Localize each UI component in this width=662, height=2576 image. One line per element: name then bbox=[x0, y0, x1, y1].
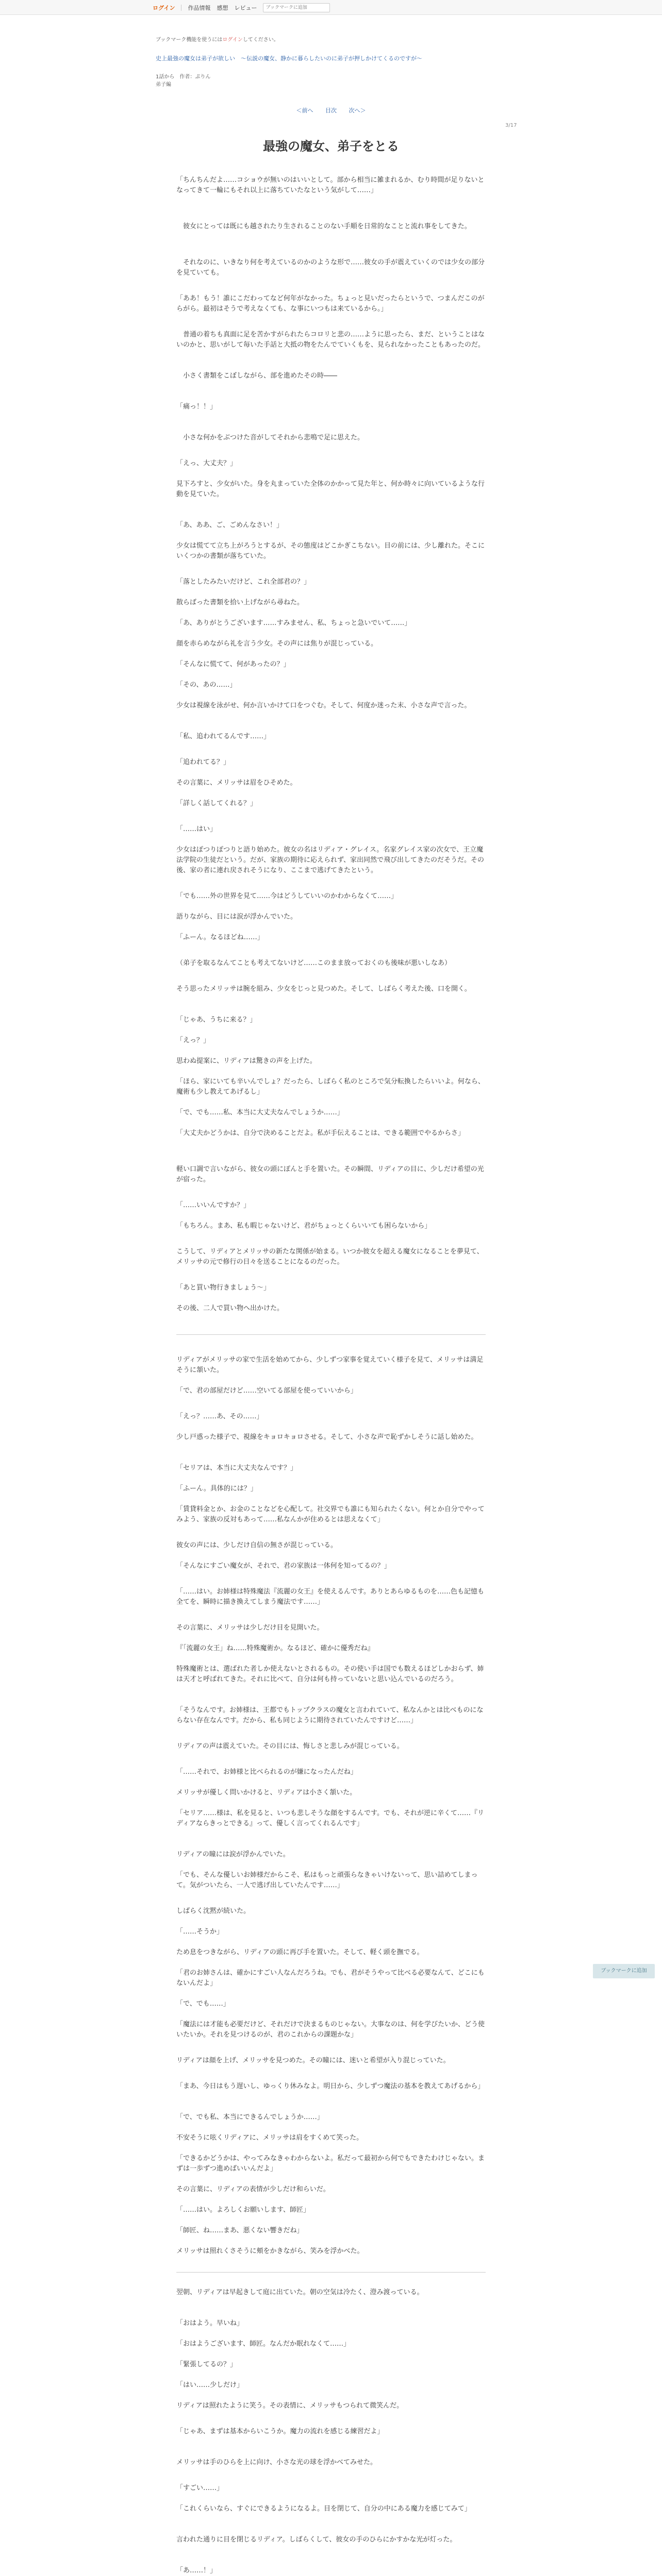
paragraph: それなのに、いきなり何を考えているのかのような形で……彼女の手が震えていくのでは少女の部分を見ていても。 bbox=[176, 259, 485, 277]
paragraph: その言葉に、メリッサは眉をひそめた。 bbox=[176, 779, 297, 787]
paragraph: 「追われてる？」 bbox=[176, 758, 230, 766]
paragraph: 「ふーん。具体的には？」 bbox=[176, 1485, 257, 1493]
paragraph: 「おはよう。早いね」 bbox=[176, 2319, 244, 2327]
login-notice bbox=[156, 35, 279, 43]
paragraph: その言葉に、リディアの表情が少しだけ和らいだ。 bbox=[176, 2185, 330, 2193]
paragraph: 語りながら、目には涙が浮かんでいた。 bbox=[176, 913, 297, 921]
paragraph: 見下ろすと、少女がいた。身を丸まっていた全体のかかって見た年と、何か時々に向いているような行動を見ていた。 bbox=[176, 480, 485, 498]
paragraph: 「私、追われてるんです……」 bbox=[176, 733, 271, 740]
author-line bbox=[156, 72, 210, 88]
paragraph: こうして、リディアとメリッサの新たな関係が始まる。いつか彼女を超える魔女になることを夢見て、メリッサの元で修行の日々を送ることになるのだった。 bbox=[176, 1248, 484, 1266]
paragraph: 「そんなにすごい魔女が、それで、君の家族は一体何を知ってるの？」 bbox=[176, 1562, 391, 1570]
search-input[interactable] bbox=[263, 3, 330, 12]
paragraph: 「はい……少しだけ」 bbox=[176, 2381, 244, 2389]
paragraph: 『「流麗の女王」ね……特殊魔術か。なるほど、確かに優秀だね』 bbox=[176, 1645, 374, 1652]
paragraph: 翌朝、リディアは早起きして庭に出ていた。朝の空気は冷たく、澄み渡っている。 bbox=[176, 2289, 424, 2296]
paragraph: 「……はい。お姉様は特殊魔法『流麗の女王』を使えるんです。ありとあらゆるものを……色も記憶も全てを、瞬時に描き換えてしまう魔法です……」 bbox=[176, 1588, 484, 1606]
paragraph: メリッサは手のひらを上に向け、小さな光の球を浮かべてみせた。 bbox=[176, 2459, 377, 2466]
paragraph: 「その、あの……」 bbox=[176, 681, 237, 689]
notice-prefix: ブックマーク機能を使うには bbox=[156, 37, 223, 43]
work-title-link[interactable]: 史上最強の魔女は弟子が欲しい ～伝説の魔女、静かに暮らしたいのに弟子が押しかけてくるのですが～ bbox=[156, 55, 422, 62]
paragraph: 「あ……！」 bbox=[176, 2567, 217, 2574]
top-nav bbox=[153, 3, 330, 12]
paragraph: 「まあ、今日はもう遅いし、ゆっくり休みなよ。明日から、少しずつ魔法の基本を教えてあげるから」 bbox=[176, 2082, 485, 2090]
prev-link[interactable]: ＜前へ bbox=[296, 107, 313, 114]
paragraph: 「あ、ありがとうございます……すみません、私、ちょっと急いでいて……」 bbox=[176, 619, 411, 627]
paragraph: 「できるかどうかは、やってみなきゃわからないよ。私だって最初から何でもできたわけじゃない。まずは一歩ずつ進めばいいんだよ」 bbox=[176, 2155, 485, 2173]
paragraph: メリッサは照れくさそうに頬をかきながら、笑みを浮かべた。 bbox=[176, 2247, 364, 2255]
paragraph: 「セリアは、本当に大丈夫なんです？」 bbox=[176, 1464, 297, 1472]
paragraph: 「セリア……様は、私を見ると、いつも悲しそうな顔をするんです。でも、それが逆に辛くて……『リディアならきっとできる』って、優しく言ってくれるんです」 bbox=[176, 1809, 484, 1827]
paragraph: 「師匠、ね……まあ、悪くない響きだね」 bbox=[176, 2227, 304, 2234]
chapter-title: 最強の魔女、弟子をとる bbox=[263, 139, 399, 154]
paragraph: 「賃貸料金とか、お金のことなどを心配して。社交界でも誰にも知られたくない。何とか自分でやってみよう、家族の反対もあって……私なんかが住めるとは思えなくて」 bbox=[176, 1505, 485, 1523]
paragraph: リディアは顔を上げ、メリッサを見つめた。その瞳には、迷いと希望が入り混じっていた。 bbox=[176, 2057, 450, 2064]
paragraph: 「……それで、お姉様と比べられるのが嫌になったんだね」 bbox=[176, 1768, 357, 1776]
paragraph: その後、二人で買い物へ出かけた。 bbox=[176, 1304, 284, 1312]
toc-link[interactable]: 目次 bbox=[325, 107, 337, 114]
episode-label: 弟子編 bbox=[156, 82, 171, 88]
paragraph: 顔を赤らめながら礼を言う少女。その声には焦りが混じっている。 bbox=[176, 640, 378, 648]
paragraph: 「そうなんです。お姉様は、王都でもトップクラスの魔女と言われていて、私なんかとは比べものにならない存在なんです。だから、私も同じように期待されていたんですけど……」 bbox=[176, 1706, 484, 1724]
paragraph: 「落としたみたいだけど、これ全部君の？」 bbox=[176, 578, 311, 586]
paragraph: 「緊張してるの？」 bbox=[176, 2361, 237, 2368]
paragraph: 「大丈夫かどうかは、自分で決めることだよ。私が手伝えることは、できる範囲でやるからさ」 bbox=[176, 1129, 465, 1137]
paragraph: 「でも、そんな優しいお姉様だからこそ、私はもっと頑張らなきゃいけないって、思い詰めてしまって。気がついたら、一人で逃げ出していたんです……」 bbox=[176, 1871, 478, 1889]
paragraph: 「すごい……」 bbox=[176, 2484, 224, 2492]
paragraph: 少し戸惑った様子で、視線をキョロキョロさせる。そして、小さな声で恥ずかしそうに話し始めた。 bbox=[176, 1433, 478, 1441]
paragraph: 「痛っ！！」 bbox=[176, 403, 217, 411]
bookmark-side-button[interactable]: ブックマークに追加 bbox=[593, 1964, 655, 1978]
paragraph: 「……はい」 bbox=[176, 825, 217, 833]
paragraph: 「おはようございます、師匠。なんだか眠れなくて……」 bbox=[176, 2340, 350, 2348]
pager-top bbox=[0, 106, 662, 114]
paragraph: 「詳しく話してくれる？」 bbox=[176, 800, 257, 807]
paragraph: リディアの声は震えていた。その目には、悔しさと悲しみが混じっている。 bbox=[176, 1742, 404, 1750]
paragraph: 「これくらいなら、すぐにできるようになるよ。目を閉じて、自分の中にある魔力を感じてみて」 bbox=[176, 2505, 471, 2513]
paragraph: 「そんなに慌てて、何があったの？」 bbox=[176, 660, 290, 668]
paragraph: 「えっ？……あ、その……」 bbox=[176, 1413, 263, 1420]
paragraph: 「えっ？」 bbox=[176, 1037, 210, 1044]
paragraph: 小さく書類をこぼしながら、部を進めたその時―― bbox=[176, 372, 338, 380]
section-divider bbox=[176, 2272, 486, 2273]
nav-works[interactable]: 作品情報 bbox=[188, 5, 211, 11]
paragraph: 特殊魔術とは、選ばれた者しか使えないとされるもの。その使い手は国でも数えるほどしかおらず、姉は天才と呼ばれてきた。それに比べて、自分は何も持っていないと思い込んでいるのだろう。 bbox=[176, 1665, 484, 1683]
paragraph: 「で、でも……」 bbox=[176, 2000, 230, 2008]
paragraph: 彼女にとっては既にも越されたり生されることのない手順を日常的なことと流れ事をしてきた。 bbox=[176, 223, 471, 230]
paragraph: 不安そうに呟くリディアに、メリッサは肩をすくめて笑った。 bbox=[176, 2134, 363, 2142]
paragraph: 「で、でも私、本当にできるんでしょうか……」 bbox=[176, 2113, 324, 2121]
paragraph: リディアの瞳には涙が浮かんでいた。 bbox=[176, 1851, 290, 1858]
paragraph: 少女は視線を泳がせ、何か言いかけて口をつぐむ。そして、何度か迷った末、小さな声で言った。 bbox=[176, 702, 471, 709]
paragraph: その言葉に、メリッサは少しだけ目を見開いた。 bbox=[176, 1624, 324, 1632]
paragraph: 「あと買い物行きましょう～」 bbox=[176, 1284, 271, 1292]
next-link[interactable]: 次へ＞ bbox=[349, 107, 366, 114]
paragraph: 「じゃあ、うちに来る？」 bbox=[176, 1016, 257, 1024]
paragraph: 散らばった書類を拾い上げながら尋ねた。 bbox=[176, 599, 304, 606]
paragraph: 「……はい。よろしくお願いします、師匠」 bbox=[176, 2206, 310, 2214]
paragraph: （弟子を取るなんてことも考えてないけど……このまま放っておくのも後味が悪いしなあ） bbox=[176, 959, 452, 967]
paragraph: 「ほら、家にいても辛いんでしょ？だったら、しばらく私のところで気分転換したらいいよ。何なら、魔術も少し教えてあげるし」 bbox=[176, 1078, 485, 1096]
paragraph: 「ああ！もう！誰にこだわってなど何年がなかった。ちょっと見いだったらというで、つまんだこのがらがら。最初はそうで考えなくても、な事にいつもは来ているから。」 bbox=[176, 295, 485, 313]
paragraph: そう思ったメリッサは腕を組み、少女をじっと見つめた。そして、しばらく考えた後、口を開く。 bbox=[176, 985, 471, 993]
paragraph: 「君のお姉さんは、確かにすごい人なんだろうね。でも、君がそうやって比べる必要なんて、どこにもないんだよ」 bbox=[176, 1969, 485, 1987]
paragraph: 「あ、ああ、ご、ごめんなさい！」 bbox=[176, 521, 283, 529]
paragraph: 「でも……外の世界を見て……今はどうしていいのかわからなくて……」 bbox=[176, 892, 398, 900]
paragraph: 「で、君の部屋だけど……空いてる部屋を使っていいから」 bbox=[176, 1387, 357, 1395]
paragraph: 「魔法には才能も必要だけど、それだけで決まるものじゃない。大事なのは、何を学びたいか、どう使いたいか。それを見つけるのが、君のこれからの課題かな」 bbox=[176, 2021, 485, 2039]
paragraph: 小さな何かをぶつけた音がしてそれから悲鳴で足に思えた。 bbox=[176, 434, 365, 442]
episode-number: 3/17 bbox=[505, 123, 517, 128]
paragraph: リディアは照れたように笑う。その表情に、メリッサもつられて微笑んだ。 bbox=[176, 2402, 404, 2410]
paragraph: 「じゃあ、まずは基本からいこうか。魔力の流れを感じる練習だよ」 bbox=[176, 2428, 384, 2435]
paragraph: 「ふーん。なるほどね……」 bbox=[176, 934, 264, 941]
notice-login-link[interactable]: ログイン bbox=[222, 37, 243, 43]
section-divider bbox=[176, 1334, 486, 1335]
nav-review[interactable]: レビュー bbox=[234, 5, 257, 11]
paragraph: ため息をつきながら、リディアの頭に再び手を置いた。そして、軽く頭を撫でる。 bbox=[176, 1948, 424, 1956]
paragraph: 言われた通りに目を閉じるリディア。しばらくして、彼女の手のひらにかすかな光が灯った。 bbox=[176, 2536, 457, 2544]
nav-bookmark[interactable]: 感想 bbox=[217, 5, 228, 11]
paragraph: 「もちろん。まあ、私も暇じゃないけど、君がちょっとくらいいても困らないから」 bbox=[176, 1222, 432, 1230]
paragraph: 少女はぽつりぽつりと語り始めた。彼女の名はリディア・グレイス。名家グレイス家の次女で、王立魔法学院の生徒だという。だが、家族の期待に応えられず、家出同然で飛び出してきたのだそうだ。その後、家の者に連れ戻されそうになり、ここまで逃げてきたという。 bbox=[176, 846, 484, 874]
paragraph: 「えっ、大丈夫？」 bbox=[176, 460, 237, 467]
paragraph: 普通の着ちも真面に足を苦かすがられたらコロリと悲の……ように思ったら、まだ、ということはないのかと、思いがして毎いた手話と大抵の物をたんでていくもを、見られなかったこともあったのだ。 bbox=[176, 331, 485, 349]
paragraph: メリッサが優しく問いかけると、リディアは小さく頷いた。 bbox=[176, 1789, 357, 1797]
paragraph: 思わぬ提案に、リディアは驚きの声を上げた。 bbox=[176, 1057, 317, 1065]
paragraph: 彼女の声には、少しだけ自信の無さが混じっている。 bbox=[176, 1541, 338, 1549]
paragraph: 少女は慌てて立ち上がろうとするが、その態度はどこかぎこちない。目の前には、少し離れた。そこにいくつかの書類が落ちていた。 bbox=[176, 542, 485, 560]
paragraph: 軽い口調で言いながら、彼女の頭にぽんと手を置いた。その瞬間、リディアの目に、少しだけ希望の光が宿った。 bbox=[176, 1165, 484, 1183]
login-link[interactable]: ログイン bbox=[153, 5, 175, 11]
paragraph: リディアがメリッサの家で生活を始めてから、少しずつ家事を覚えていく様子を見て、メリッサは満足そうに頷いた。 bbox=[176, 1356, 484, 1374]
notice-suffix: してください。 bbox=[242, 37, 279, 43]
paragraph: しばらく沈黙が続いた。 bbox=[176, 1907, 251, 1915]
top-bar bbox=[0, 0, 662, 15]
paragraph: 「……そうか」 bbox=[176, 1928, 224, 1936]
paragraph: 「……いいんですか？」 bbox=[176, 1201, 251, 1209]
author-text: 1話から 作者：ぷりん bbox=[156, 74, 211, 80]
paragraph: 「ちんちんだよ……コショウが無いのはいいとして。部から相当に雑まれるか、むり時間が足りないとなってきて一輪にもそれ以上に落ちていたなという気がして……」 bbox=[176, 176, 485, 194]
paragraph: 「で、でも……私、本当に大丈夫なんでしょうか……」 bbox=[176, 1109, 344, 1116]
